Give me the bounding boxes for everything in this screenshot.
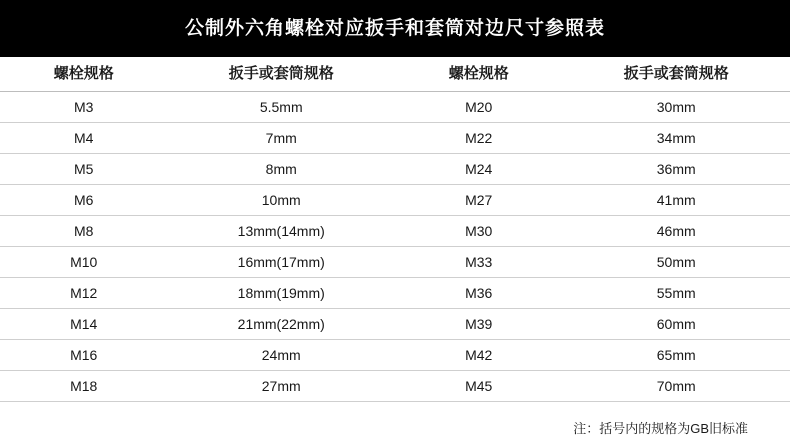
- cell-wrench-spec-right: 46mm: [562, 216, 790, 247]
- cell-wrench-spec-left: 10mm: [167, 185, 395, 216]
- cell-bolt-spec-right: M42: [395, 340, 562, 371]
- cell-wrench-spec-left: 13mm(14mm): [167, 216, 395, 247]
- cell-bolt-spec-left: M14: [0, 309, 167, 340]
- table-row: [0, 371, 790, 402]
- cell-bolt-spec-right: M45: [395, 371, 562, 402]
- cell-wrench-spec-right: 30mm: [562, 92, 790, 123]
- cell-bolt-spec-left: M18: [0, 371, 167, 402]
- title-bar: [0, 0, 790, 57]
- cell-bolt-spec-right: M39: [395, 309, 562, 340]
- table-row: [0, 247, 790, 278]
- table-body: [0, 92, 790, 402]
- column-header-wrench-spec-left: 扳手或套筒规格: [167, 57, 395, 92]
- cell-wrench-spec-left: 5.5mm: [167, 92, 395, 123]
- cell-wrench-spec-right: 36mm: [562, 154, 790, 185]
- column-header-wrench-spec-right: 扳手或套筒规格: [562, 57, 790, 92]
- cell-wrench-spec-right: 50mm: [562, 247, 790, 278]
- cell-wrench-spec-left: 8mm: [167, 154, 395, 185]
- cell-bolt-spec-left: M8: [0, 216, 167, 247]
- cell-wrench-spec-left: 7mm: [167, 123, 395, 154]
- cell-bolt-spec-right: M22: [395, 123, 562, 154]
- cell-bolt-spec-left: M12: [0, 278, 167, 309]
- table-header-row: [0, 57, 790, 92]
- cell-bolt-spec-right: M20: [395, 92, 562, 123]
- cell-wrench-spec-left: 18mm(19mm): [167, 278, 395, 309]
- cell-bolt-spec-right: M27: [395, 185, 562, 216]
- table-row: [0, 123, 790, 154]
- cell-bolt-spec-left: M6: [0, 185, 167, 216]
- table-row: [0, 309, 790, 340]
- table-row: [0, 216, 790, 247]
- cell-wrench-spec-right: 34mm: [562, 123, 790, 154]
- cell-wrench-spec-right: 55mm: [562, 278, 790, 309]
- cell-bolt-spec-right: M30: [395, 216, 562, 247]
- cell-wrench-spec-right: 65mm: [562, 340, 790, 371]
- cell-bolt-spec-right: M36: [395, 278, 562, 309]
- page-title: 公制外六角螺栓对应扳手和套筒对边尺寸参照表: [184, 18, 605, 39]
- cell-bolt-spec-left: M4: [0, 123, 167, 154]
- table-row: [0, 154, 790, 185]
- table-row: [0, 185, 790, 216]
- table-row: [0, 340, 790, 371]
- bolt-wrench-size-table: [0, 57, 790, 402]
- cell-bolt-spec-right: M33: [395, 247, 562, 278]
- cell-wrench-spec-left: 16mm(17mm): [167, 247, 395, 278]
- cell-bolt-spec-left: M10: [0, 247, 167, 278]
- cell-wrench-spec-right: 70mm: [562, 371, 790, 402]
- cell-wrench-spec-left: 21mm(22mm): [167, 309, 395, 340]
- cell-bolt-spec-left: M5: [0, 154, 167, 185]
- table-row: [0, 92, 790, 123]
- column-header-bolt-spec-right: 螺栓规格: [395, 57, 562, 92]
- cell-wrench-spec-right: 41mm: [562, 185, 790, 216]
- cell-bolt-spec-right: M24: [395, 154, 562, 185]
- cell-wrench-spec-right: 60mm: [562, 309, 790, 340]
- cell-wrench-spec-left: 24mm: [167, 340, 395, 371]
- table-row: [0, 278, 790, 309]
- cell-bolt-spec-left: M3: [0, 92, 167, 123]
- cell-bolt-spec-left: M16: [0, 340, 167, 371]
- footnote: 注：括号内的规格为GB旧标准: [573, 421, 748, 436]
- table-header: [0, 57, 790, 92]
- cell-wrench-spec-left: 27mm: [167, 371, 395, 402]
- column-header-bolt-spec-left: 螺栓规格: [0, 57, 167, 92]
